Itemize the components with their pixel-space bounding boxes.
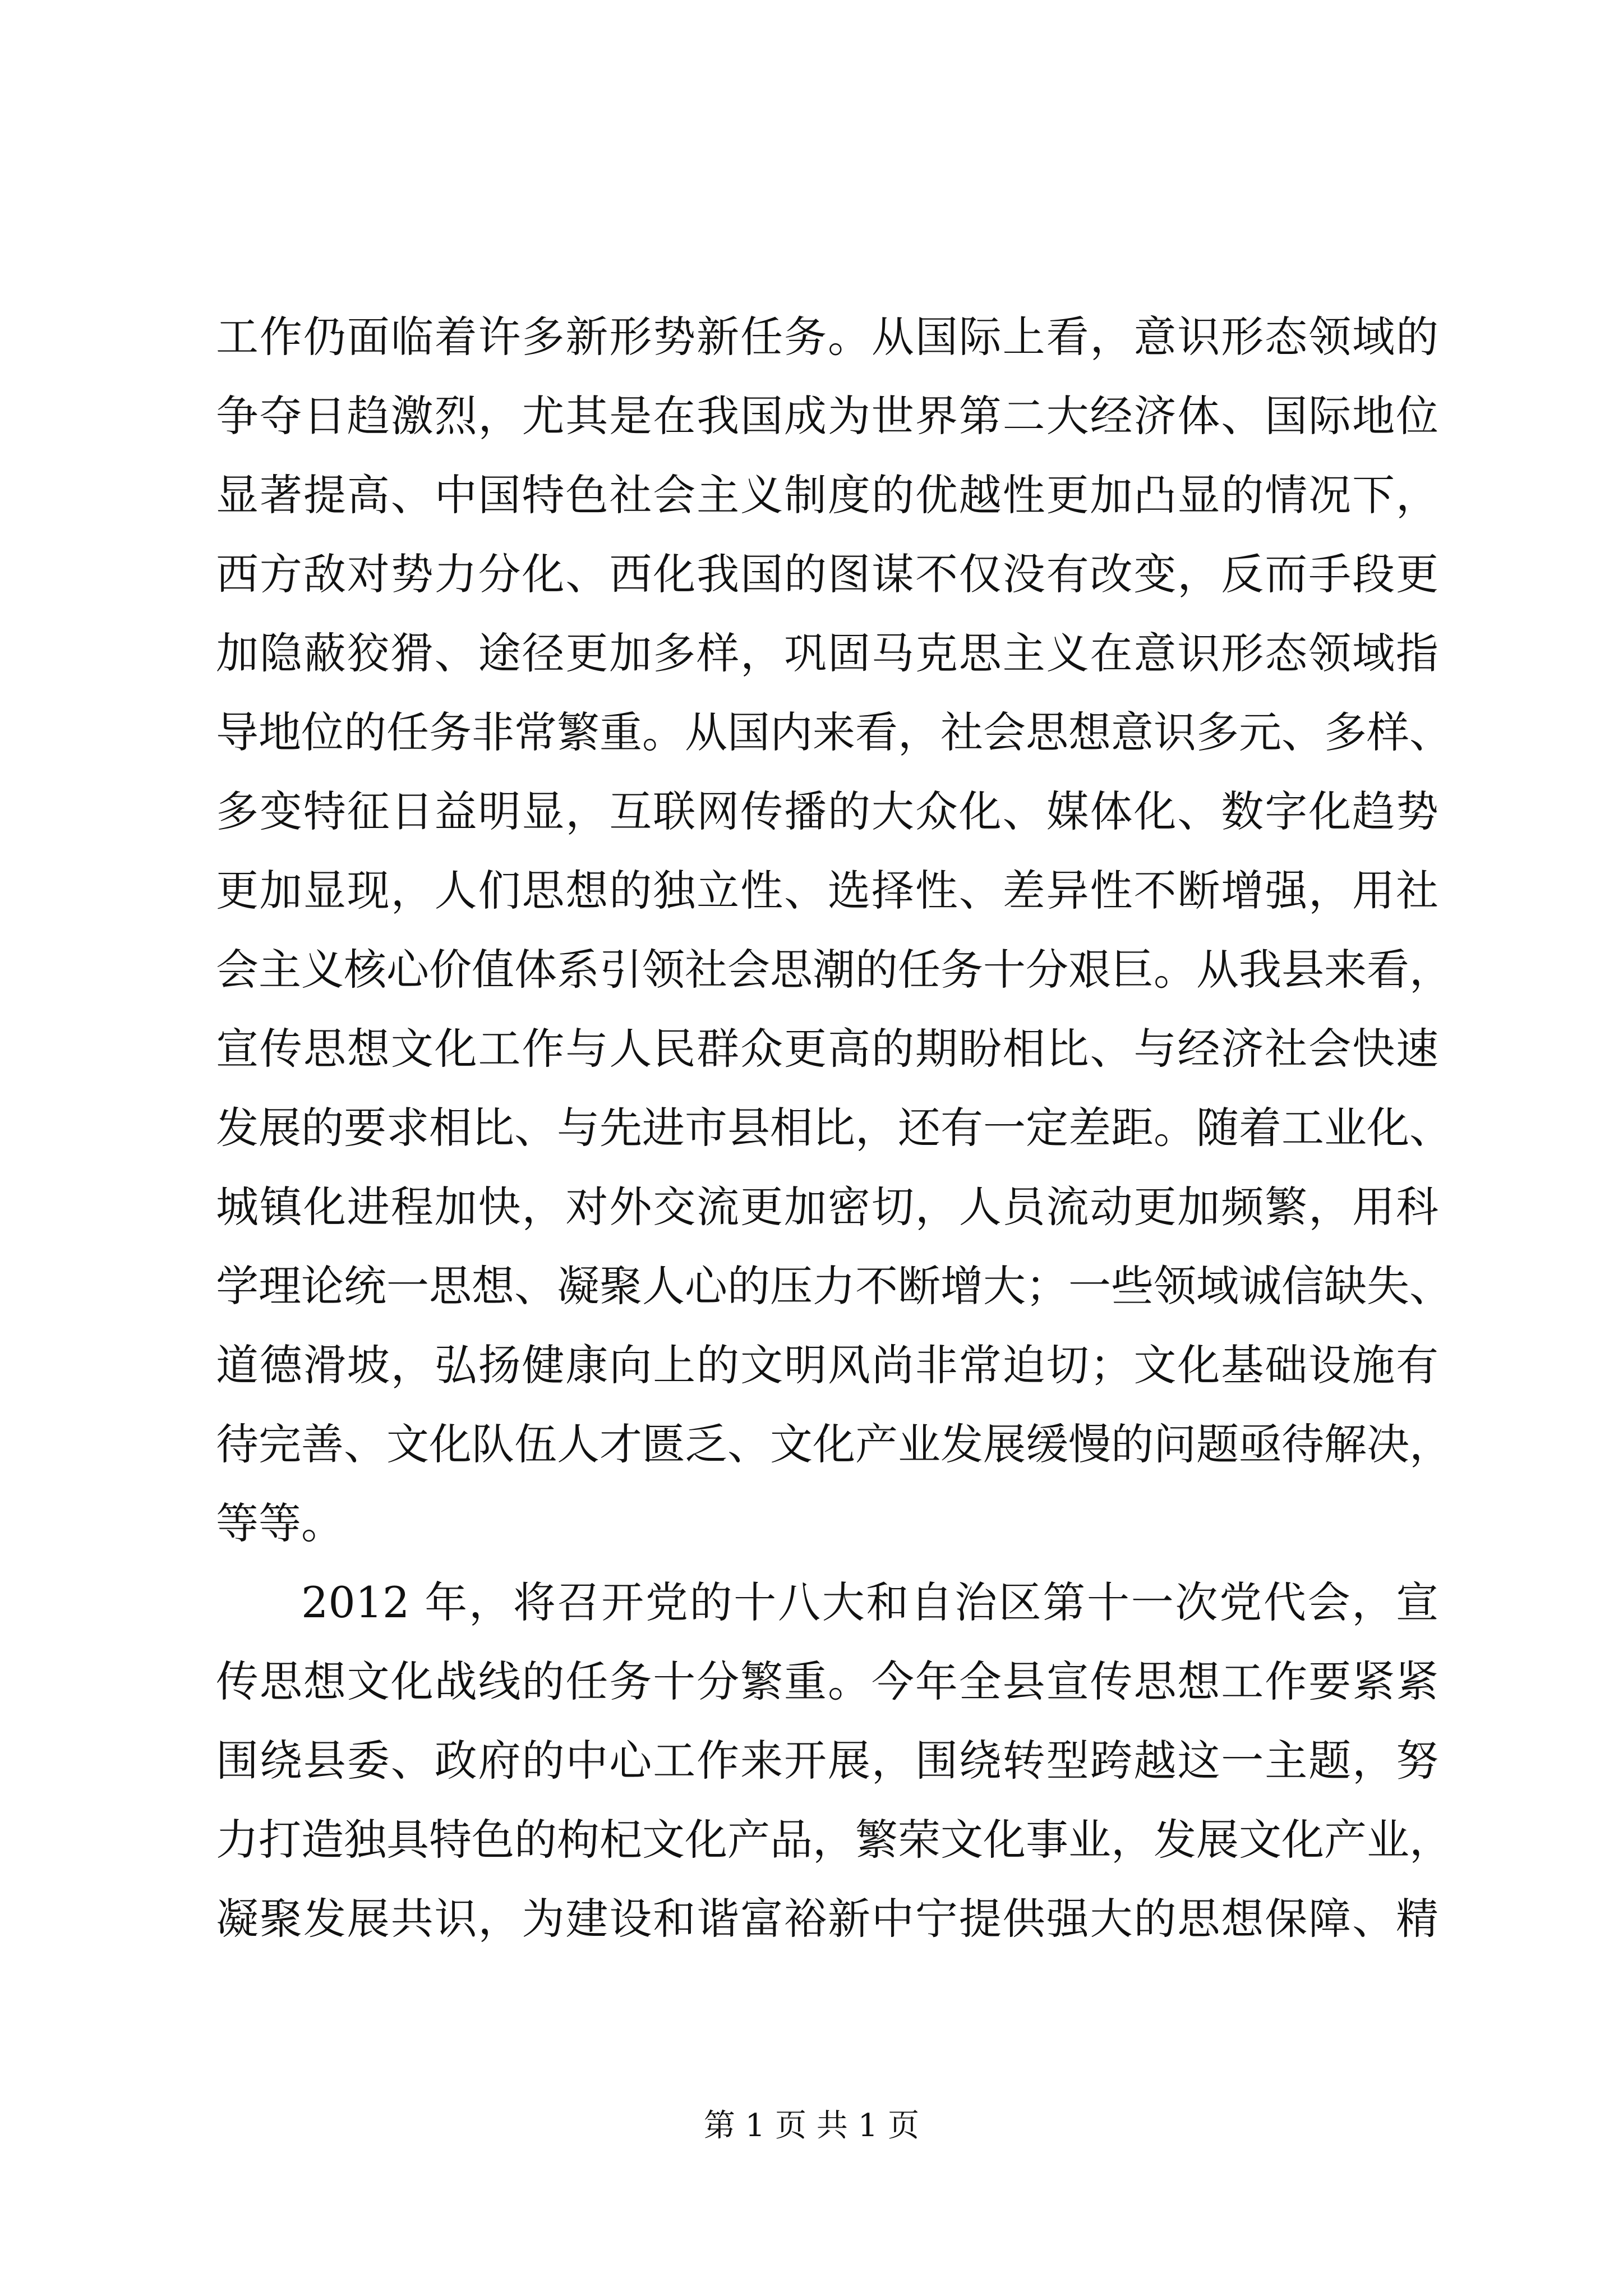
text-line: 工作仍面临着许多新形势新任务。从国际上看，意识形态领域的	[216, 312, 1438, 362]
text-line: 城镇化进程加快，对外交流更加密切，人员流动更加频繁，用科	[216, 1182, 1438, 1232]
text-line: 凝聚发展共识，为建设和谐富裕新中宁提供强大的思想保障、精	[216, 1894, 1438, 1944]
page-footer	[0, 2106, 1623, 2146]
body-text	[216, 297, 1452, 1958]
text-line: 会主义核心价值体系引领社会思潮的任务十分艰巨。从我县来看，	[216, 945, 1452, 995]
text-line: 发展的要求相比、与先进市县相比，还有一定差距。随着工业化、	[216, 1103, 1452, 1153]
text-line: 待完善、文化队伍人才匮乏、文化产业发展缓慢的问题亟待解决，	[216, 1419, 1452, 1469]
text-line: 围绕县委、政府的中心工作来开展，围绕转型跨越这一主题，努	[216, 1736, 1438, 1786]
text-line: 等等。	[216, 1498, 344, 1548]
text-line: 力打造独具特色的枸杞文化产品，繁荣文化事业，发展文化产业，	[216, 1815, 1452, 1865]
text-line: 显著提高、中国特色社会主义制度的优越性更加凸显的情况下，	[216, 470, 1438, 520]
text-line: 西方敌对势力分化、西化我国的图谋不仅没有改变，反而手段更	[216, 549, 1438, 599]
text-line: 道德滑坡，弘扬健康向上的文明风尚非常迫切；文化基础设施有	[216, 1340, 1438, 1390]
text-line: 加隐蔽狡猾、途径更加多样，巩固马克思主义在意识形态领域指	[216, 628, 1438, 678]
text-line: 2012 年，将召开党的十八大和自治区第十一次党代会，宣	[301, 1577, 1438, 1627]
text-line: 导地位的任务非常繁重。从国内来看，社会思想意识多元、多样、	[216, 707, 1452, 757]
text-line: 学理论统一思想、凝聚人心的压力不断增大；一些领域诚信缺失、	[216, 1261, 1452, 1311]
page-number-label: 第 1 页 共 1 页	[703, 2108, 920, 2144]
text-line: 宣传思想文化工作与人民群众更高的期盼相比、与经济社会快速	[216, 1024, 1438, 1074]
text-line: 争夺日趋激烈，尤其是在我国成为世界第二大经济体、国际地位	[216, 391, 1438, 441]
text-line: 多变特征日益明显，互联网传播的大众化、媒体化、数字化趋势	[216, 786, 1438, 836]
text-line: 传思想文化战线的任务十分繁重。今年全县宣传思想工作要紧紧	[216, 1657, 1438, 1706]
text-line: 更加显现，人们思想的独立性、选择性、差异性不断增强，用社	[216, 866, 1438, 915]
